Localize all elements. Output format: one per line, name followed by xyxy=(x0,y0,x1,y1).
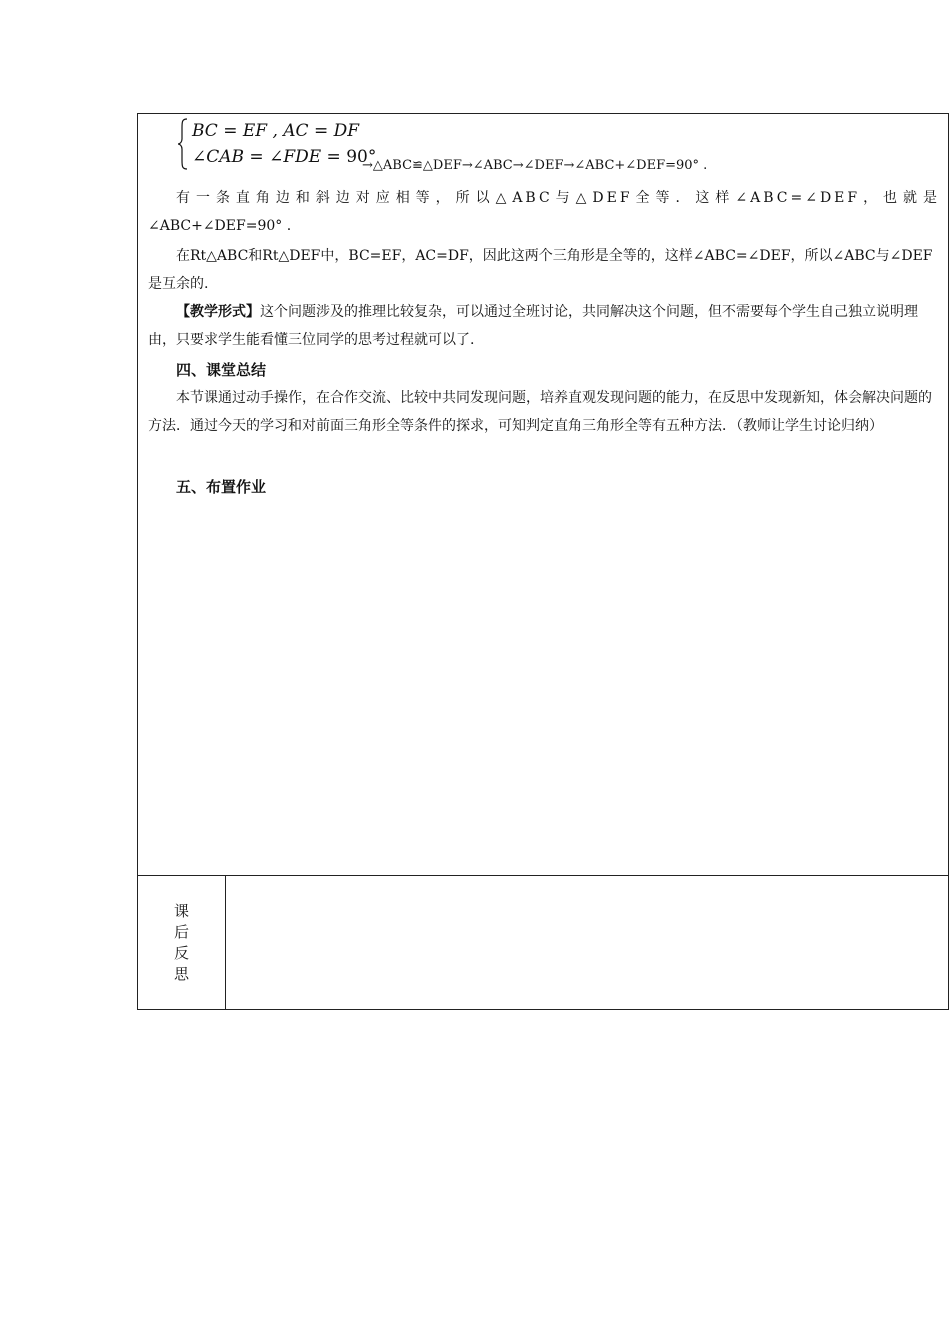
reflection-char: 后 xyxy=(173,922,189,941)
homework-heading: 五、布置作业 xyxy=(176,478,267,496)
summary-heading: 四、课堂总结 xyxy=(176,361,267,379)
equation-line-2-value: 90° xyxy=(346,147,377,167)
equation-line-2 xyxy=(192,144,376,170)
lesson-plan-table xyxy=(137,113,949,1010)
paragraph-1 xyxy=(148,184,940,240)
equation-line-2-prefix: ∠CAB = ∠FDE = xyxy=(192,147,347,167)
paragraph-1-line-2: ∠ABC+∠DEF=90° . xyxy=(148,218,292,234)
reflection-char: 课 xyxy=(173,901,189,920)
teaching-form-text: 这个问题涉及的推理比较复杂，可以通过全班讨论，共同解决这个问题，但不需要每个学生自己独立说明理由，只要求学生能看懂三位同学的思考过程就可以了. xyxy=(148,304,918,348)
paragraph-2 xyxy=(148,242,940,298)
paragraph-3 xyxy=(148,298,940,354)
reflection-label xyxy=(174,901,189,985)
reflection-char: 反 xyxy=(173,943,189,962)
left-brace xyxy=(178,118,188,170)
paragraph-2-text: 在Rt△ABC和Rt△DEF中，BC=EF，AC=DF，因此这两个三角形是全等的，这样∠ABC=∠DEF，所以∠ABC与∠DEF是互余的. xyxy=(148,248,933,292)
paragraph-4-text: 本节课通过动手操作，在合作交流、比较中共同发现问题，培养直观发现问题的能力，在反思中发现新知，体会解决问题的方法．通过今天的学习和对前面三角形全等条件的探求，可知判定直角三角形全等有五种方法．（教师让学生讨论归纳） xyxy=(148,390,932,434)
reflection-label-cell xyxy=(138,876,226,1009)
reflection-content-cell[interactable] xyxy=(226,876,948,1009)
lesson-content-cell xyxy=(138,114,948,876)
equation-line-1: BC = EF , AC = DF xyxy=(192,121,360,141)
reflection-row xyxy=(138,876,948,1009)
teaching-form-label: 【教学形式】 xyxy=(176,304,260,320)
reasoning-chain: →△ABC≌△DEF→∠ABC→∠DEF→∠ABC+∠DEF=90° . xyxy=(362,158,708,173)
paragraph-1-line-1: 有一条直角边和斜边对应相等，所以△ABC与△DEF全等．这样∠ABC=∠DEF，也就是 xyxy=(176,190,940,206)
paragraph-4 xyxy=(148,384,940,440)
reflection-char: 思 xyxy=(173,964,189,983)
